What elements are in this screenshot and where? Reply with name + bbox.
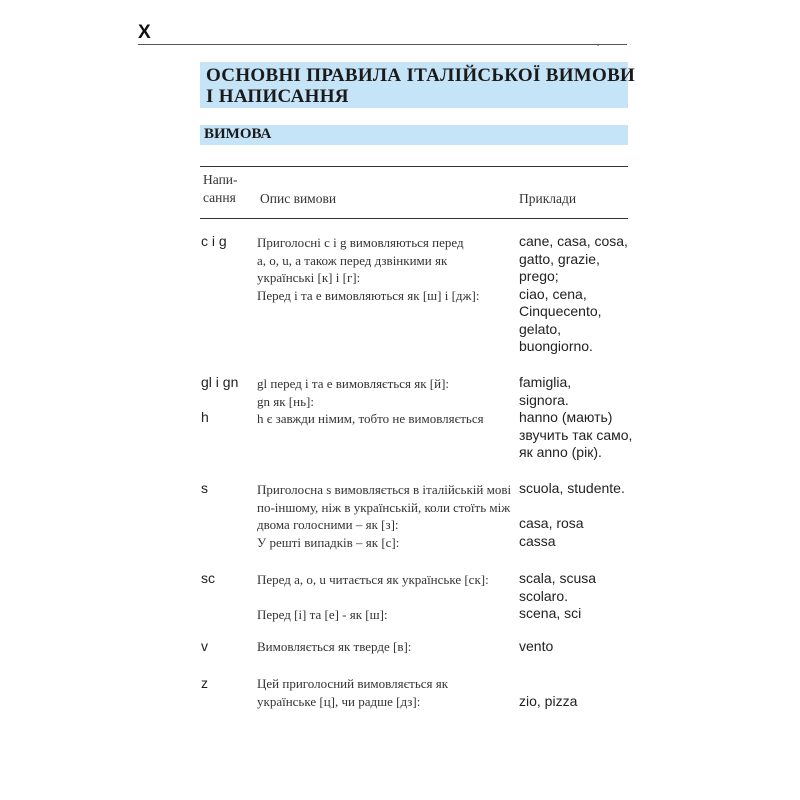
title-line-2: І НАПИСАННЯ [206, 86, 349, 107]
row-examples [519, 675, 577, 710]
desc-line: по-іншому, ніж в українській, коли стоїть між [257, 499, 511, 515]
page-letter: X [138, 22, 151, 43]
header-spelling-line1: Напи- [203, 172, 238, 187]
example-line [519, 675, 577, 693]
header-spelling-line2: сання [203, 190, 236, 205]
example-line: cane, casa, cosa, [519, 233, 628, 249]
desc-line: Перед і та е вимовляються як [ш] і [дж]: [257, 287, 480, 303]
desc-line: У решті випадків – як [с]: [257, 534, 400, 550]
desc-line: Перед [і] та [е] - як [ш]: [257, 607, 388, 622]
example-line: prego; [519, 268, 559, 284]
row-examples [519, 638, 553, 656]
example-line [519, 498, 625, 516]
example-line: gatto, grazie, [519, 250, 600, 267]
row-description [257, 638, 519, 656]
row-examples [519, 374, 571, 409]
title-line-1: ОСНОВНІ ПРАВИЛА ІТАЛІЙСЬКОЇ ВИМОВИ [206, 65, 636, 86]
desc-line: українське [ц], чи радше [дз]: [257, 693, 421, 709]
example-line: buongiorno. [519, 338, 593, 354]
example-line: cassa [519, 532, 556, 549]
page-title [206, 65, 635, 107]
desc-line: Приголосна s вимовляється в італійській мові [257, 482, 512, 497]
section-heading: ВИМОВА [204, 126, 272, 142]
example-line: звучить так само, [519, 426, 633, 443]
desc-line: gl перед і та е вимовляється як [й]: [257, 376, 450, 391]
example-line: casa, rosa [519, 515, 584, 531]
example-line: signora. [519, 391, 569, 408]
row-examples [519, 480, 625, 550]
desc-line: а, о, u, а також перед дзвінкими як [257, 252, 448, 268]
row-spelling: h [201, 409, 209, 425]
desc-line: Вимовляється як тверде [в]: [257, 639, 412, 654]
desc-line: Перед а, о, u читається як українське [ск]: [257, 572, 489, 587]
row-description [257, 375, 519, 410]
example-line: famiglia, [519, 374, 572, 390]
example-line: Cinquecento, [519, 303, 602, 319]
row-spelling: gl i gn [201, 374, 239, 390]
example-line: hanno (мають) [519, 409, 613, 425]
row-description [257, 571, 519, 624]
example-line: zio, pizza [519, 692, 578, 709]
row-spelling: s [201, 480, 208, 496]
desc-line: українські [к] і [г]: [257, 270, 361, 285]
example-line: scena, sci [519, 605, 582, 621]
desc-line: Приголосні с і g вимовляються перед [257, 235, 464, 250]
table-header-rule [200, 218, 628, 219]
desc-line [257, 589, 519, 607]
row-description [257, 410, 519, 428]
desc-line: h є завжди німим, тобто не вимовляється [257, 411, 484, 426]
example-line: scala, scusa [519, 570, 597, 586]
example-line: gelato, [519, 320, 562, 337]
example-line: vento [519, 638, 554, 654]
row-examples [519, 233, 628, 356]
row-examples [519, 409, 632, 462]
row-description [257, 234, 519, 304]
example-line: scolaro. [519, 587, 569, 604]
header-spelling [203, 171, 253, 207]
header-description: Опис вимови [260, 191, 337, 206]
row-description [257, 675, 519, 710]
row-description [257, 481, 519, 551]
desc-line: двома голосними – як [з]: [257, 517, 399, 532]
row-examples [519, 570, 596, 623]
table-top-rule [200, 166, 628, 167]
desc-line: gn як [нь]: [257, 393, 314, 409]
row-spelling: z [201, 675, 208, 691]
header-examples: Приклади [519, 191, 577, 206]
header-rule [138, 44, 627, 45]
row-spelling: sc [201, 570, 215, 586]
desc-line: Цей приголосний вимовляється як [257, 676, 449, 691]
row-spelling: v [201, 638, 208, 654]
example-line: як anno (рік). [519, 444, 602, 460]
corner-mark: . [597, 38, 600, 48]
example-line: ciao, cena, [519, 285, 587, 302]
example-line: scuola, studente. [519, 480, 625, 496]
row-spelling: c i g [201, 233, 227, 249]
